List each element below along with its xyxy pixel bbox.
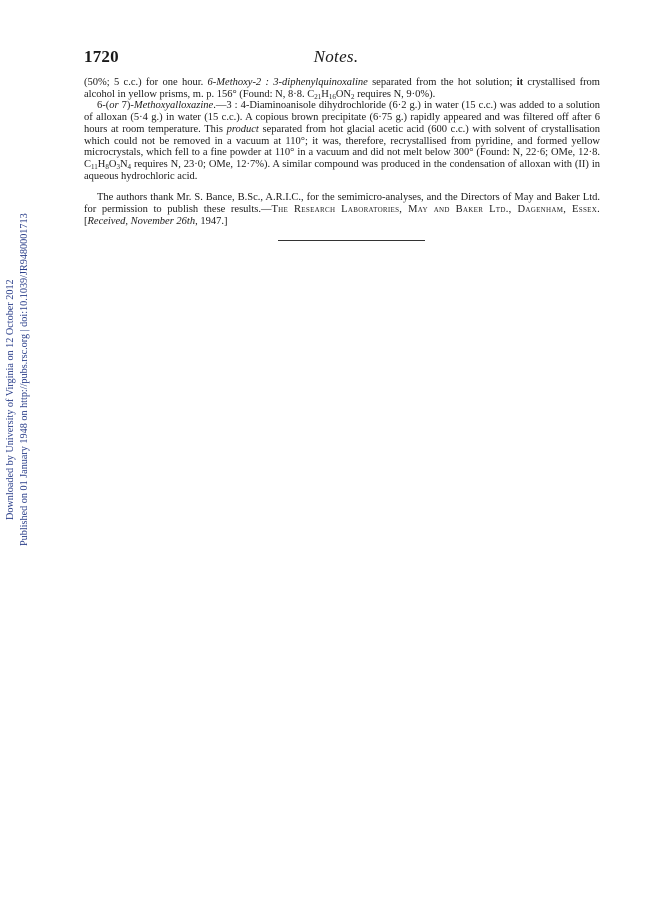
text-run: requires N, 23·0; OMe, 12·7%). A similar compound was produced in the condensation of alloxan with (II) in aqueous hydrochloric acid. xyxy=(84,158,600,182)
article-body xyxy=(84,77,600,227)
end-rule xyxy=(278,240,425,241)
publication-note: Published on 01 January 1948 on http://pubs.rsc.org | doi:10.1039/JR9480001713 xyxy=(19,213,30,546)
acknowledgements xyxy=(84,192,600,227)
affiliation: The Research Laboratories, May and Baker Ltd., Dagenham, Essex. xyxy=(271,204,601,216)
subscript: 11 xyxy=(91,162,98,171)
subscript: 16 xyxy=(328,92,336,101)
subscript: 2 xyxy=(351,92,355,101)
paragraph-alloxazine xyxy=(84,100,600,182)
subscript: 8 xyxy=(105,162,109,171)
text-run: [ xyxy=(84,215,88,227)
text-run: N xyxy=(119,158,128,170)
subscript: 4 xyxy=(127,162,132,171)
compound-name: Methoxyalloxazine xyxy=(133,100,214,112)
download-note: Downloaded by University of Virginia on 12 October 2012 xyxy=(5,279,16,520)
text-run: (50%; 5 c.c.) for one hour. xyxy=(84,77,208,88)
running-head: Notes. xyxy=(313,47,359,66)
subscript: 3 xyxy=(116,162,120,171)
text-run: The authors thank Mr. S. Bance, B.Sc., A.R.I.C., for the semimicro-analyses, and the Directors of May and Baker Ltd. for permission to publish these results.— xyxy=(84,192,600,216)
text-run: O xyxy=(108,158,117,170)
page-number: 1720 xyxy=(84,47,119,66)
text-run: H xyxy=(97,158,106,170)
subscript: 21 xyxy=(314,92,322,101)
text-run: , 1947.] xyxy=(195,215,228,227)
text-run: or xyxy=(109,100,119,112)
text-run: separated from hot glacial acetic acid (600 c.c.) with solvent of crystallisation which could not be removed in a vacuum at 110°; it was, therefore, recrystallised from pyridine, and formed yellow microcrystals, which fell to a fine powder at 110° in a vacuum and did not melt below 300° (Found: N, 22·6; OMe, 12·8. C xyxy=(84,123,600,170)
text-run: .—3 : 4-Diaminoanisole dihydrochloride (6·2 g.) in water (15 c.c.) was added to a solution of alloxan (5·4 g.) in water (15 c.c.). A copious brown precipitate (6·75 g.) rapidly appeared and was filtered off after 6 hours at room temperature. This xyxy=(84,100,600,135)
text-run: ON xyxy=(335,88,351,100)
text-run: product xyxy=(226,123,259,135)
received-date: 26th xyxy=(176,215,196,227)
text-run: H xyxy=(321,88,329,100)
text-run: requires N, 9·0%). xyxy=(354,88,436,100)
text-run: separated from the hot solution; xyxy=(367,77,517,88)
text-run: it xyxy=(516,77,524,88)
text-run: 7)- xyxy=(118,100,134,112)
compound-name: 6-Methoxy-2 : 3-diphenylquinoxaline xyxy=(207,77,368,88)
paragraph-quinoxaline xyxy=(84,77,600,100)
text-run: 6-( xyxy=(97,100,110,112)
text-run: crystallised from alcohol in yellow prisms, m. p. 156° (Found: N, 8·8. C xyxy=(84,77,600,100)
received-date: Received, November xyxy=(87,215,174,227)
